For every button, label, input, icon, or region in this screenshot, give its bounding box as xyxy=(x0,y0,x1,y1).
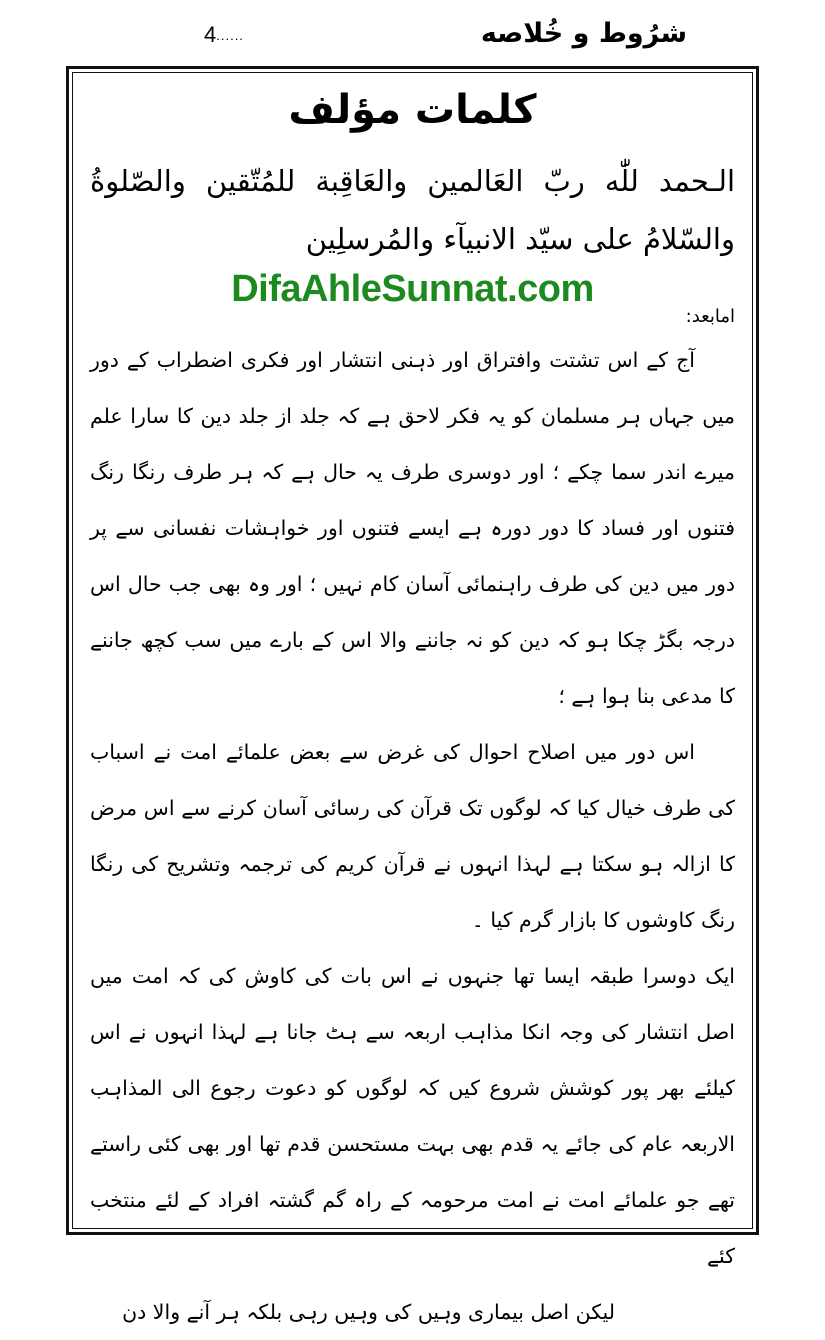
page-content xyxy=(76,78,749,1324)
paragraph: لیکن اصل بیماری وہیں کی وہیں رہی بلکہ ہر آنے والا دن xyxy=(122,1300,615,1324)
book-title: شرُوط و خُلاصه xyxy=(480,18,687,49)
paragraph: اس دور میں اصلاح احوال کی غرض سے بعض علمائے امت نے اسباب کی طرف خیال کیا کہ لوگوں تک قرآن کی رسائی آسان کرنے سے اس مرض کا ازالہ ہو سکتا ہے لہذا انہوں نے قرآن کریم کی ترجمہ وتشریح کی رنگا رنگ کاوشوں کا بازار گرم کیا ۔ xyxy=(90,740,735,932)
paragraph: آج کے اس تشتت وافتراق اور ذہنی انتشار اور فکری اضطراب کے دور میں جہاں ہر مسلمان کو یہ فکر لاحق ہے کہ جلد از جلد دین کا سارا علم میرے اندر سما چکے ؛ اور دوسری طرف یہ حال ہے کہ ہر طرف رنگا رنگ فتنوں اور فساد کا دور دورہ ہے ایسے فتنوں اور خواہشات نفسانی سے پر دور میں دین کی طرف راہنمائی آسان کام نہیں ؛ اور وہ بھی جب حال اس درجہ بگڑ چکا ہو کہ دین کو نہ جاننے والا اس کے بارے میں سب کچھ جاننے کا مدعی بنا ہوا ہے ؛ xyxy=(90,348,735,708)
page-number-dots: ...... xyxy=(216,28,244,43)
page-number xyxy=(204,22,244,48)
chapter-title: کلمات مؤلف xyxy=(288,87,537,133)
amma-bad-label: امابعد: xyxy=(685,306,735,327)
watermark-text: DifaAhleSunnat.com xyxy=(231,268,594,310)
page-header xyxy=(0,14,825,54)
page-number-value: 4 xyxy=(204,22,217,47)
body-text xyxy=(90,332,735,1340)
paragraph: ایک دوسرا طبقہ ایسا تھا جنہوں نے اس بات کی کاوش کی کہ امت میں اصل انتشار کی وجہ انکا مذاہب اربعہ سے ہٹ جانا ہے لہذا انہوں نے اس کیلئے بھر پور کوشش شروع کیں کہ لوگوں کو دعوت رجوع الی المذاہب الاربعہ عام کی جائے یہ قدم بھی بہت مستحسن قدم تھا اور بھی کئی راستے تھے جو علمائے امت نے امت مرحومہ کے راہ گم گشتہ افراد کے لئے منتخب کئے xyxy=(90,964,735,1268)
doxology-text: الـحمد للّٰه ربّ العَالمین والعَاقِبة للمُتّقین والصّلوةُ والسّلامُ علی سیّد الانبیآء والمُرسلِین xyxy=(90,164,735,256)
